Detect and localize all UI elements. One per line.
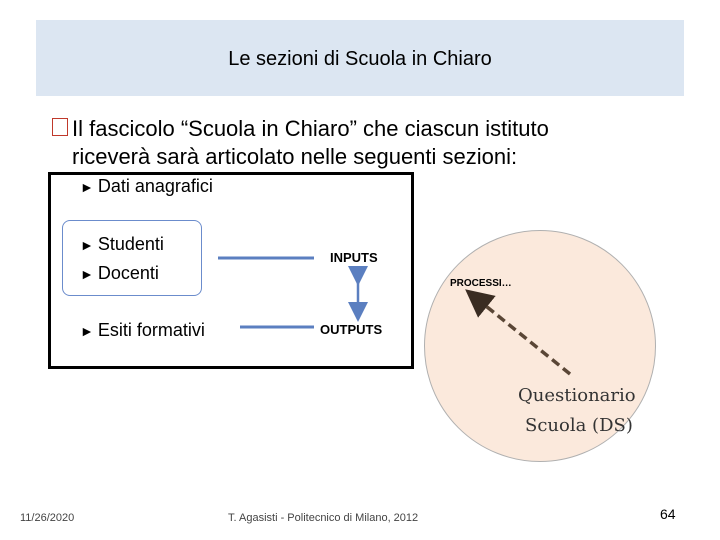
footer-credit: T. Agasisti - Politecnico di Milano, 2012 <box>228 512 419 524</box>
section-dati-anagrafici: ► Dati anagrafici <box>80 176 213 196</box>
triangle-right-icon: ► <box>80 323 94 339</box>
label-processi: PROCESSI… <box>450 278 512 289</box>
dashed-arrow-to-processi <box>476 298 570 374</box>
page-number: 64 <box>660 506 676 522</box>
section-studenti: ► Studenti <box>80 234 164 254</box>
label-inputs: INPUTS <box>330 250 378 265</box>
section-docenti: ► Docenti <box>80 263 159 283</box>
intro-text-line2: riceverà sarà articolato nelle seguenti sezioni: <box>72 144 518 169</box>
triangle-right-icon: ► <box>80 266 94 282</box>
slide-title: Le sezioni di Scuola in Chiaro <box>228 48 492 70</box>
footer-date: 11/26/2020 <box>20 512 75 524</box>
triangle-right-icon: ► <box>80 237 94 253</box>
label-questionario-line1: Questionario <box>518 385 636 406</box>
section-esiti-formativi: ► Esiti formativi <box>80 320 205 340</box>
intro-text-line1: Il fascicolo “Scuola in Chiaro” che ciascun istituto <box>72 116 549 141</box>
triangle-right-icon: ► <box>80 179 94 195</box>
label-questionario-line2: Scuola (DS) <box>525 415 633 436</box>
label-outputs: OUTPUTS <box>320 322 383 337</box>
